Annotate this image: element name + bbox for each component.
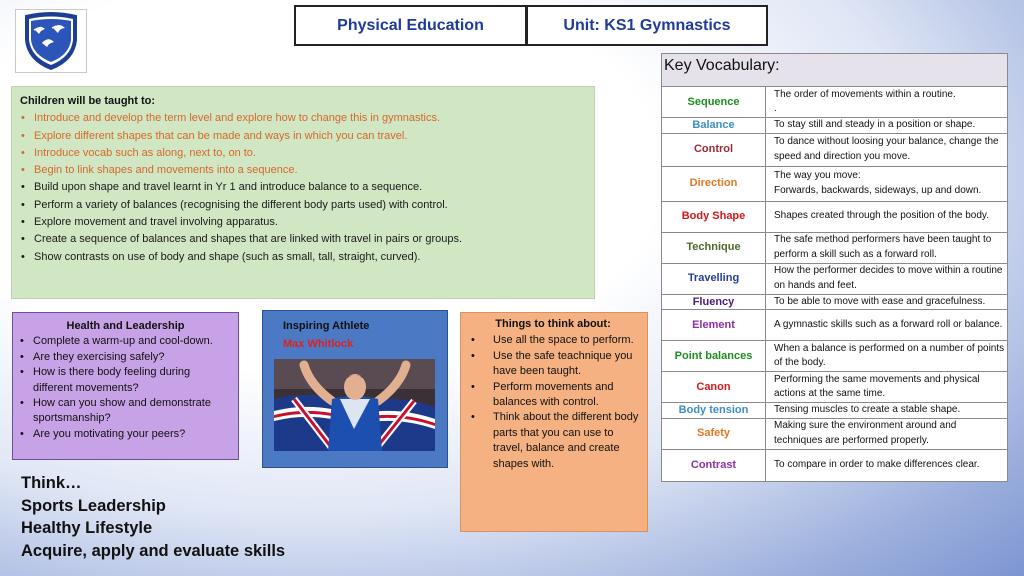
shield-icon (16, 10, 86, 72)
vocabulary-row (662, 87, 1008, 118)
health-item: • How can you show and demonstrate sportsmanship? (19, 396, 232, 427)
vocabulary-row (662, 166, 1008, 201)
vocabulary-term: Point balances (662, 341, 766, 372)
things-item: • Use all the space to perform. (465, 333, 641, 348)
vocabulary-definition: The way you move: Forwards, backwards, sideways, up and down. (766, 166, 1008, 201)
vocabulary-definition: When a balance is performed on a number of points of the body. (766, 341, 1008, 372)
objective-item: • Explore different shapes that can be made and ways in which you can travel. (20, 128, 586, 145)
vocabulary-definition: Making sure the environment around and techniques are performed properly. (766, 418, 1008, 449)
things-item: • Perform movements and balances with control. (465, 380, 641, 411)
health-leadership-panel (12, 312, 239, 460)
objectives-list (20, 110, 586, 266)
things-title: Things to think about: (495, 318, 611, 330)
vocabulary-row (662, 310, 1008, 341)
vocabulary-term: Control (662, 133, 766, 166)
vocabulary-definition: To compare in order to make differences clear. (766, 449, 1008, 481)
vocabulary-row (662, 118, 1008, 134)
vocabulary-row (662, 201, 1008, 232)
objectives-title: Children will be taught to: (20, 95, 156, 107)
health-item: • How is there body feeling during different movements? (19, 365, 232, 396)
vocabulary-row (662, 133, 1008, 166)
vocabulary-term: Technique (662, 232, 766, 263)
health-list (19, 334, 232, 442)
vocabulary-term: Direction (662, 166, 766, 201)
vocabulary-term: Body Shape (662, 201, 766, 232)
unit-title: Unit: KS1 Gymnastics (526, 5, 768, 46)
vocabulary-definition: How the performer decides to move within a routine on hands and feet. (766, 263, 1008, 294)
inspiring-athlete-panel (262, 310, 448, 468)
learning-objectives-panel (11, 86, 595, 299)
vocabulary-definition: To be able to move with ease and gracefulness. (766, 294, 1008, 310)
vocabulary-definition: Performing the same movements and physical actions at the same time. (766, 372, 1008, 403)
vocabulary-definition: A gymnastic skills such as a forward roll or balance. (766, 310, 1008, 341)
health-item: • Complete a warm-up and cool-down. (19, 334, 232, 349)
vocabulary-row (662, 294, 1008, 310)
things-to-think-about-panel (460, 312, 648, 532)
objective-item: • Explore movement and travel involving apparatus. (20, 214, 586, 231)
vocabulary-term: Element (662, 310, 766, 341)
objective-item: • Introduce and develop the term level and explore how to change this in gymnastics. (20, 110, 586, 127)
objective-item: • Create a sequence of balances and shapes that are linked with travel in pairs or groups. (20, 231, 586, 248)
objective-item: • Perform a variety of balances (recognising the different body parts used) with control. (20, 197, 586, 214)
health-title: Health and Leadership (66, 320, 185, 332)
objective-item: • Build upon shape and travel learnt in Yr 1 and introduce balance to a sequence. (20, 179, 586, 196)
footer-line: Think… (21, 474, 82, 492)
things-list (465, 333, 641, 472)
vocabulary-definition: The order of movements within a routine. . (766, 87, 1008, 118)
vocabulary-term: Body tension (662, 403, 766, 419)
athlete-title: Inspiring Athlete (283, 320, 370, 332)
athlete-name: Max Whitlock (283, 338, 354, 350)
health-item: • Are they exercising safely? (19, 350, 232, 365)
vocabulary-term: Sequence (662, 87, 766, 118)
footer-summary (21, 472, 285, 562)
athlete-photo (274, 359, 435, 451)
subject-title: Physical Education (294, 5, 527, 46)
vocabulary-row (662, 418, 1008, 449)
health-item: • Are you motivating your peers? (19, 427, 232, 442)
vocabulary-definition: Tensing muscles to create a stable shape. (766, 403, 1008, 419)
vocabulary-definition: To stay still and steady in a position or shape. (766, 118, 1008, 134)
vocabulary-term: Travelling (662, 263, 766, 294)
vocabulary-table (661, 86, 1008, 482)
things-item: • Use the safe teachnique you have been taught. (465, 349, 641, 380)
things-item: • Think about the different body parts that you can use to travel, balance and create shapes with. (465, 410, 641, 472)
footer-line: Sports Leadership (21, 496, 166, 515)
objective-item: • Show contrasts on use of body and shape (such as small, tall, straight, curved). (20, 249, 586, 266)
vocabulary-row (662, 232, 1008, 263)
vocabulary-term: Canon (662, 372, 766, 403)
vocabulary-term: Safety (662, 418, 766, 449)
vocabulary-row (662, 372, 1008, 403)
vocabulary-row (662, 403, 1008, 419)
vocabulary-term: Contrast (662, 449, 766, 481)
vocabulary-row (662, 263, 1008, 294)
vocabulary-title: Key Vocabulary: (661, 53, 1008, 87)
vocabulary-term: Balance (662, 118, 766, 134)
vocabulary-definition: Shapes created through the position of the body. (766, 201, 1008, 232)
footer-line: Healthy Lifestyle (21, 519, 153, 537)
vocabulary-row (662, 449, 1008, 481)
objective-item: • Begin to link shapes and movements into a sequence. (20, 162, 586, 179)
vocabulary-row (662, 341, 1008, 372)
vocabulary-definition: To dance without loosing your balance, change the speed and direction you move. (766, 133, 1008, 166)
objective-item: • Introduce vocab such as along, next to, on to. (20, 145, 586, 162)
vocabulary-definition: The safe method performers have been taught to perform a skill such as a forward roll. (766, 232, 1008, 263)
footer-line: Acquire, apply and evaluate skills (21, 541, 286, 560)
vocabulary-term: Fluency (662, 294, 766, 310)
school-logo (15, 9, 87, 73)
